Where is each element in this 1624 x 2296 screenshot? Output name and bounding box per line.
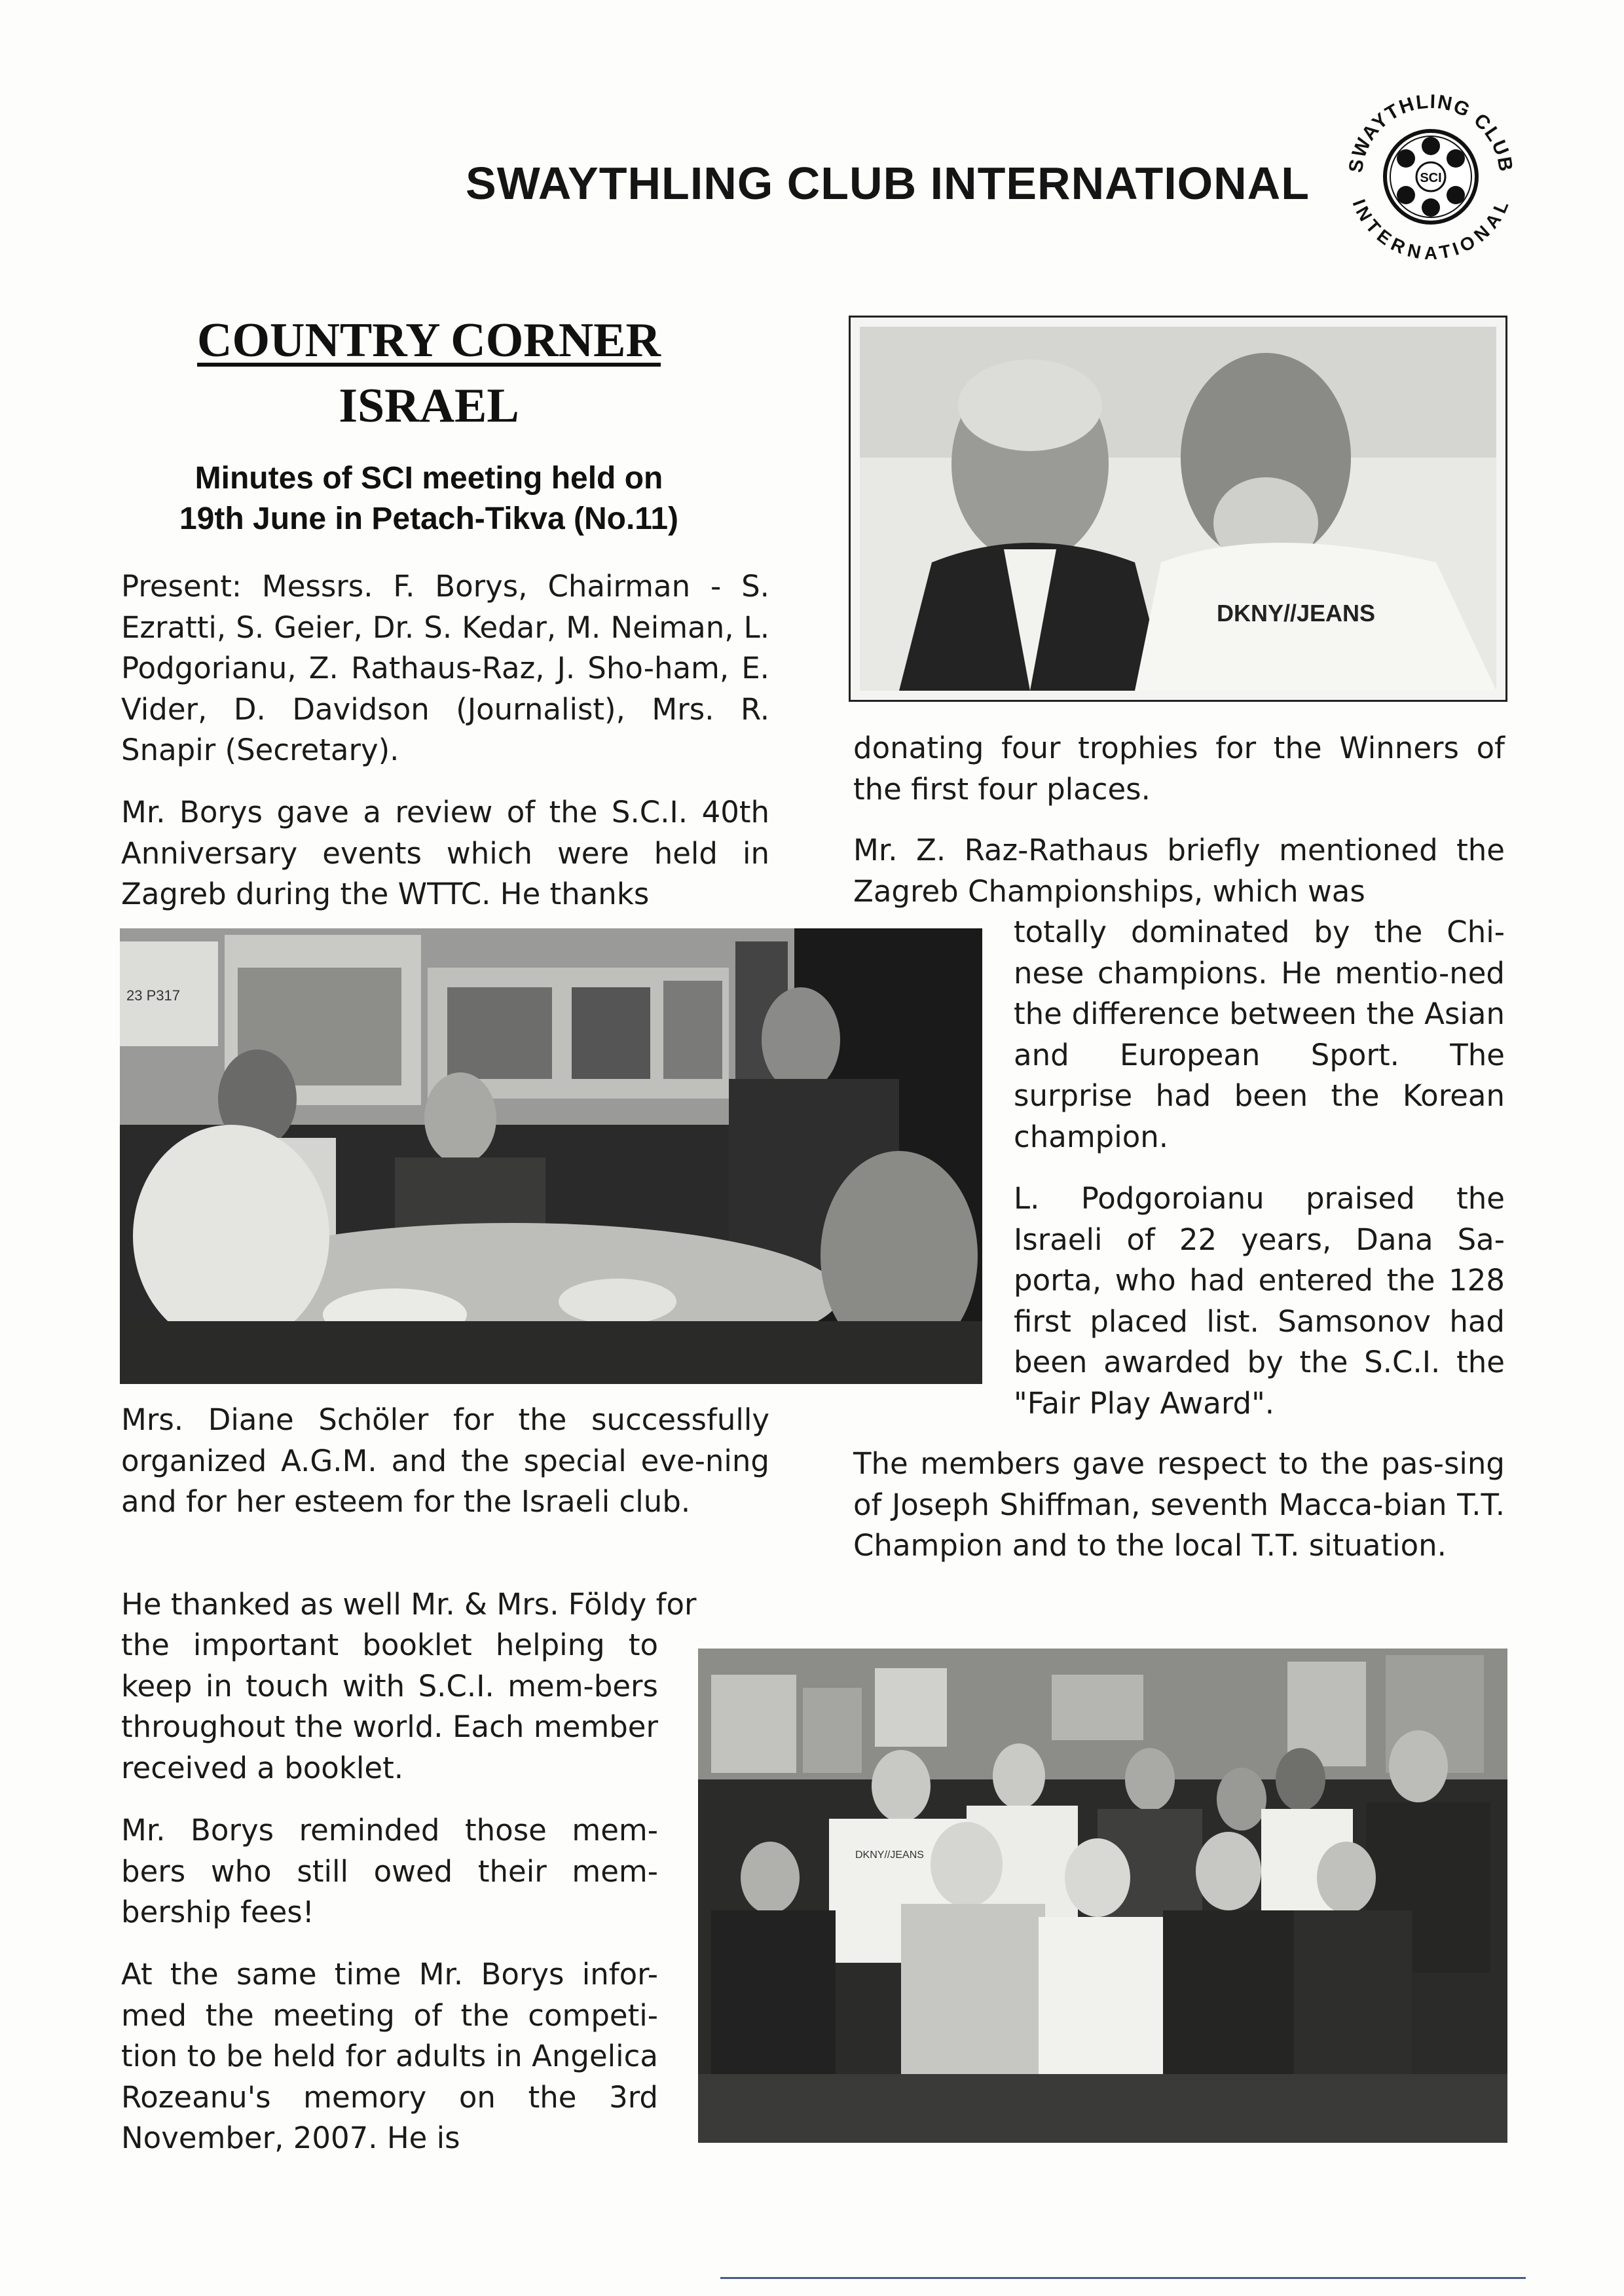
paragraph-thanks-scholer: Mrs. Diane Schöler for the successfully organized A.G.M. and the special eve-ning and for her esteem for the Israeli club. (121, 1402, 769, 1519)
photo-two-men (849, 316, 1507, 702)
article-subtitle (98, 458, 760, 539)
paragraph-zagreb-lines: Mr. Z. Raz-Rathaus briefly mentioned the Zagreb Championships, which was (853, 833, 1505, 909)
photo-sign-text: 23 P317 (126, 987, 180, 1004)
paragraph-zagreb-rest: totally dominated by the Chi-nese champions. He mentio-ned the difference between the Asian and European Sport. The surprise had been the Korean champion. (1014, 915, 1505, 1154)
photo-shirt-text: DKNY//JEANS (1217, 600, 1376, 627)
paragraph-competition: At the same time Mr. Borys infor-med the meeting of the competi-tion to be held for adults in Angelica Rozeanu's memory on the 3rd November, 2007. He is (121, 1957, 658, 2155)
sci-logo (1336, 79, 1526, 268)
paragraph-foldy-line1: He thanked as well Mr. & Mrs. Földy for (121, 1587, 697, 1622)
paragraph-shiffman: The members gave respect to the pas-sing of Joseph Shiffman, seventh Macca-bian T.T. Champion and to the local T.T. situation. (853, 1446, 1505, 1563)
photo-group (698, 1649, 1507, 2143)
paragraph-trophies: donating four trophies for the Winners of the first four places. (853, 731, 1505, 807)
section-title-line2: ISRAEL (339, 379, 519, 433)
photo-meeting-table (120, 928, 982, 1384)
logo-bottom-text: INTERNATIONAL (1348, 196, 1513, 264)
bottom-rule (720, 2277, 1526, 2279)
paragraph-review: Mr. Borys gave a review of the S.C.I. 40th Anniversary events which were held in Zagreb during the WTTC. He thanks (121, 795, 769, 911)
logo-center-text: SCI (1420, 171, 1442, 185)
paragraph-present: Present: Messrs. F. Borys, Chairman - S. Ezratti, S. Geier, Dr. S. Kedar, M. Neiman, L. Podgorianu, Z. Rathaus-Raz, J. Sho-ham, E. Vider, D. Davidson (Journalist), Mrs. R. Snapir (Secretary). (121, 569, 769, 767)
paragraph-membership: Mr. Borys reminded those mem-bers who still owed their mem-bership fees! (121, 1813, 658, 1929)
subtitle-line2: 19th June in Petach-Tikva (No.11) (179, 501, 679, 536)
subtitle-line1: Minutes of SCI meeting held on (194, 461, 663, 496)
section-title-line1: COUNTRY CORNER (197, 314, 661, 367)
section-title (98, 308, 760, 439)
page-header-title: SWAYTHLING CLUB INTERNATIONAL (466, 158, 1310, 209)
paragraph-podgoroianu: L. Podgoroianu praised the Israeli of 22 years, Dana Sa-porta, who had entered the 128 first placed list. Samsonov had been awarded by the S.C.I. the "Fair Play Award". (1014, 1181, 1505, 1421)
paragraph-foldy-rest: the important booklet helping to keep in touch with S.C.I. mem-bers throughout the world. Each member received a booklet. (121, 1628, 658, 1785)
logo-top-text: SWAYTHLING CLUB (1344, 90, 1517, 174)
photo-group-shirt-text: DKNY//JEANS (855, 1850, 924, 1861)
